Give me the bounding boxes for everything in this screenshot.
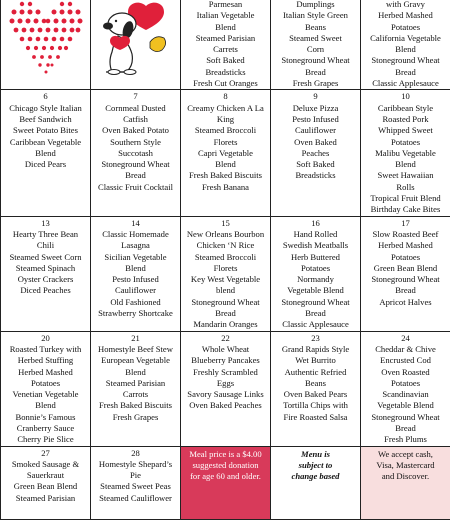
- day-number: 27: [2, 448, 89, 459]
- payment-line: and Discover.: [362, 471, 449, 482]
- menu-line: Chicago Style Italian: [2, 103, 89, 114]
- heart-graphic-cell: [1, 0, 91, 90]
- menu-line: Chicken ‘N Rice: [182, 240, 269, 251]
- heart-icon: [2, 0, 90, 78]
- menu-line: Diced Pears: [2, 159, 89, 170]
- menu-line: Fresh Baked Biscuits: [182, 170, 269, 181]
- day-cell: [361, 331, 450, 446]
- menu-line: Steamed Parisian: [92, 378, 179, 389]
- menu-line: Italian Style Green: [272, 10, 359, 21]
- menu-line: Freshly Scrambled: [182, 367, 269, 378]
- menu-line: blend: [182, 285, 269, 296]
- day-cell: [361, 0, 450, 90]
- menu-line: Beef Sandwich: [2, 114, 89, 125]
- menu-line: Blend: [92, 263, 179, 274]
- menu-line: Cherry Pie Slice: [2, 434, 89, 445]
- day-number: 6: [2, 91, 89, 102]
- menu-line: with Gravy: [362, 0, 449, 10]
- menu-line: Beans: [272, 22, 359, 33]
- day-cell: [1, 331, 91, 446]
- menu-line: Fresh Grapes: [92, 412, 179, 423]
- menu-line: Rolls: [362, 182, 449, 193]
- menu-line: Herbed Mashed: [362, 240, 449, 251]
- day-number: 17: [362, 218, 449, 229]
- menu-line: Diced Peaches: [2, 285, 89, 296]
- menu-line: Peaches: [272, 148, 359, 159]
- menu-line: Strawberry Shortcake: [92, 308, 179, 319]
- menu-line: Roasted Pork: [362, 114, 449, 125]
- menu-line: Steamed Parisian: [182, 33, 269, 44]
- menu-line: Sweet Potato Bites: [2, 125, 89, 136]
- menu-line: Stoneground Wheat: [92, 159, 179, 170]
- menu-line: Green Bean Blend: [362, 263, 449, 274]
- menu-line: Tortilla Chips with: [272, 400, 359, 411]
- menu-line: King: [182, 114, 269, 125]
- menu-line: Pie: [92, 470, 179, 481]
- menu-line: Homestyle Shepard’s: [92, 459, 179, 470]
- menu-line: Blend: [182, 159, 269, 170]
- menu-line: Cranberry Sauce: [2, 423, 89, 434]
- day-number: 22: [182, 333, 269, 344]
- day-number: 15: [182, 218, 269, 229]
- menu-line: Smoked Sausage &: [2, 459, 89, 470]
- day-number: 8: [182, 91, 269, 102]
- menu-line: Bread: [362, 285, 449, 296]
- menu-line: Steamed Broccoli: [182, 252, 269, 263]
- menu-line: Classic Applesauce: [272, 319, 359, 330]
- day-cell: [91, 216, 181, 331]
- day-cell: [91, 90, 181, 216]
- menu-line: Potatoes: [272, 263, 359, 274]
- payment-line: We accept cash,: [362, 449, 449, 460]
- day-number: 16: [272, 218, 359, 229]
- menu-line: Normandy: [272, 274, 359, 285]
- menu-line: Corn: [272, 44, 359, 55]
- menu-line: Classic Homemade: [92, 229, 179, 240]
- menu-line: Stoneground Wheat: [362, 274, 449, 285]
- menu-line: Stoneground Wheat: [182, 297, 269, 308]
- menu-line: Key West Vegetable: [182, 274, 269, 285]
- menu-change-notice: [271, 446, 361, 519]
- menu-line: Apricot Halves: [362, 297, 449, 308]
- menu-line: Scandinavian: [362, 389, 449, 400]
- menu-line: Fresh Cut Oranges: [182, 78, 269, 89]
- menu-line: Bread: [182, 308, 269, 319]
- menu-line: Blend: [2, 148, 89, 159]
- menu-line: Potatoes: [362, 378, 449, 389]
- menu-line: Potatoes: [362, 252, 449, 263]
- menu-line: Soft Baked: [272, 159, 359, 170]
- day-cell: [271, 90, 361, 216]
- menu-line: European Vegetable: [92, 355, 179, 366]
- menu-line: Pesto Infused: [92, 274, 179, 285]
- menu-line: Breadsticks: [272, 170, 359, 181]
- menu-line: Herbed Stuffing: [2, 355, 89, 366]
- menu-line: Italian Vegetable: [182, 10, 269, 21]
- price-line: Meal price is a $4.00: [182, 449, 269, 460]
- menu-line: Swedish Meatballs: [272, 240, 359, 251]
- menu-line: New Orleans Bourbon: [182, 229, 269, 240]
- price-line: suggested donation: [182, 460, 269, 471]
- price-line: for age 60 and older.: [182, 471, 269, 482]
- menu-line: Florets: [182, 137, 269, 148]
- menu-line: Vegetable Blend: [272, 285, 359, 296]
- menu-line: Bread: [272, 308, 359, 319]
- menu-line: Old Fashioned: [92, 297, 179, 308]
- menu-line: Deluxe Pizza: [272, 103, 359, 114]
- menu-line: Parmesan: [182, 0, 269, 10]
- snoopy-illustration: [92, 0, 180, 78]
- day-number: 21: [92, 333, 179, 344]
- menu-line: Cheddar & Chive: [362, 344, 449, 355]
- menu-line: Steamed Spinach: [2, 263, 89, 274]
- menu-line: Stoneground Wheat: [272, 55, 359, 66]
- day-cell: [271, 216, 361, 331]
- menu-line: Soft Baked: [182, 55, 269, 66]
- menu-line: Mandarin Oranges: [182, 319, 269, 330]
- menu-line: Tropical Fruit Blend: [362, 193, 449, 204]
- notice-line: subject to: [272, 460, 359, 471]
- menu-line: Carrots: [92, 389, 179, 400]
- menu-line: Oven Baked Peaches: [182, 400, 269, 411]
- meal-price-note: [181, 446, 271, 519]
- day-cell: [271, 331, 361, 446]
- menu-line: Eggs: [182, 378, 269, 389]
- menu-line: Venetian Vegetable: [2, 389, 89, 400]
- day-cell: [181, 0, 271, 90]
- day-cell: [181, 90, 271, 216]
- menu-line: Bread: [272, 67, 359, 78]
- notice-line: Menu is: [272, 449, 359, 460]
- day-cell: [91, 331, 181, 446]
- menu-line: Blend: [2, 400, 89, 411]
- menu-line: Encrusted Cod: [362, 355, 449, 366]
- menu-line: Oven Roasted: [362, 367, 449, 378]
- payment-methods-note: [361, 446, 450, 519]
- day-cell: [181, 331, 271, 446]
- day-number: 23: [272, 333, 359, 344]
- week-row: [1, 216, 450, 331]
- day-cell: [361, 90, 450, 216]
- menu-line: Breadsticks: [182, 67, 269, 78]
- menu-line: Potatoes: [362, 137, 449, 148]
- menu-line: Potatoes: [362, 22, 449, 33]
- menu-line: Blend: [362, 159, 449, 170]
- payment-line: Visa, Mastercard: [362, 460, 449, 471]
- menu-line: Blend: [362, 44, 449, 55]
- menu-line: Fresh Plums: [362, 434, 449, 445]
- day-cell: [1, 446, 91, 519]
- menu-line: Bread: [362, 67, 449, 78]
- menu-line: Blueberry Pancakes: [182, 355, 269, 366]
- menu-line: Chili: [2, 240, 89, 251]
- week-row: [1, 331, 450, 446]
- menu-line: Authentic Refried: [272, 367, 359, 378]
- menu-line: Florets: [182, 263, 269, 274]
- day-number: 13: [2, 218, 89, 229]
- snoopy-illustration-cell: [91, 0, 181, 90]
- menu-line: Southern Style: [92, 137, 179, 148]
- notice-line: change based: [272, 471, 359, 482]
- menu-line: Creamy Chicken A La: [182, 103, 269, 114]
- menu-line: Wet Burrito: [272, 355, 359, 366]
- menu-line: Herbed Mashed: [2, 367, 89, 378]
- menu-line: Oyster Crackers: [2, 274, 89, 285]
- menu-line: Bonnie’s Famous: [2, 412, 89, 423]
- day-number: 9: [272, 91, 359, 102]
- menu-line: Caribbean Vegetable: [2, 137, 89, 148]
- day-number: 28: [92, 448, 179, 459]
- menu-line: Savory Sausage Links: [182, 389, 269, 400]
- menu-line: Classic Fruit Cocktail: [92, 182, 179, 193]
- menu-line: Beans: [272, 378, 359, 389]
- menu-line: Fresh Banana: [182, 182, 269, 193]
- menu-line: Fire Roasted Salsa: [272, 412, 359, 423]
- menu-line: Pesto Infused: [272, 114, 359, 125]
- menu-line: Green Bean Blend: [2, 481, 89, 492]
- menu-line: Cornmeal Dusted: [92, 103, 179, 114]
- menu-line: Cauliflower: [92, 285, 179, 296]
- menu-line: Catfish: [92, 114, 179, 125]
- menu-line: Dumplings: [272, 0, 359, 10]
- menu-line: Whipped Sweet: [362, 125, 449, 136]
- menu-line: Herbed Mashed: [362, 10, 449, 21]
- menu-line: Carrets: [182, 44, 269, 55]
- menu-line: Blend: [92, 367, 179, 378]
- menu-line: Steamed Sweet Corn: [2, 252, 89, 263]
- menu-line: Hearty Three Bean: [2, 229, 89, 240]
- menu-line: Malibu Vegetable: [362, 148, 449, 159]
- menu-line: Sauerkraut: [2, 470, 89, 481]
- menu-line: Grand Rapids Style: [272, 344, 359, 355]
- day-cell: [1, 90, 91, 216]
- menu-line: Cauliflower: [272, 125, 359, 136]
- menu-line: Steamed Broccoli: [182, 125, 269, 136]
- menu-line: Succotash: [92, 148, 179, 159]
- day-number: 24: [362, 333, 449, 344]
- menu-line: Classic Applesauce: [362, 78, 449, 89]
- menu-line: Caribbean Style: [362, 103, 449, 114]
- menu-line: Stoneground Wheat: [362, 412, 449, 423]
- week-row: [1, 90, 450, 216]
- day-number: 20: [2, 333, 89, 344]
- menu-line: Roasted Turkey with: [2, 344, 89, 355]
- menu-line: Potatoes: [2, 378, 89, 389]
- menu-line: Herb Buttered: [272, 252, 359, 263]
- menu-line: Lasagna: [92, 240, 179, 251]
- menu-line: Oven Baked Potato: [92, 125, 179, 136]
- menu-line: Capri Vegetable: [182, 148, 269, 159]
- menu-line: Homestyle Beef Stew: [92, 344, 179, 355]
- menu-line: Sicilian Vegetable: [92, 252, 179, 263]
- day-cell: [91, 446, 181, 519]
- day-number: 14: [92, 218, 179, 229]
- menu-line: Vegetable Blend: [362, 400, 449, 411]
- menu-line: Steamed Sweet: [272, 33, 359, 44]
- day-number: 10: [362, 91, 449, 102]
- menu-line: California Vegetable: [362, 33, 449, 44]
- day-cell: [1, 216, 91, 331]
- menu-line: Birthday Cake Bites: [362, 204, 449, 215]
- day-cell: [271, 0, 361, 90]
- menu-line: Oven Baked Pears: [272, 389, 359, 400]
- menu-line: Whole Wheat: [182, 344, 269, 355]
- day-cell: [181, 216, 271, 331]
- menu-line: Stoneground Wheat: [362, 55, 449, 66]
- menu-line: Slow Roasted Beef: [362, 229, 449, 240]
- menu-line: Hand Rolled: [272, 229, 359, 240]
- day-cell: [361, 216, 450, 331]
- menu-line: Bread: [362, 423, 449, 434]
- menu-line: Steamed Sweet Peas: [92, 481, 179, 492]
- day-number: 7: [92, 91, 179, 102]
- menu-line: Steamed Parisian: [2, 493, 89, 504]
- menu-line: Fresh Grapes: [272, 78, 359, 89]
- menu-line: Fresh Baked Biscuits: [92, 400, 179, 411]
- menu-line: Stoneground Wheat: [272, 297, 359, 308]
- menu-line: Bread: [92, 170, 179, 181]
- menu-line: Steamed Cauliflower: [92, 493, 179, 504]
- menu-line: Sweet Hawaiian: [362, 170, 449, 181]
- menu-line: Blend: [182, 22, 269, 33]
- menu-line: Oven Baked: [272, 137, 359, 148]
